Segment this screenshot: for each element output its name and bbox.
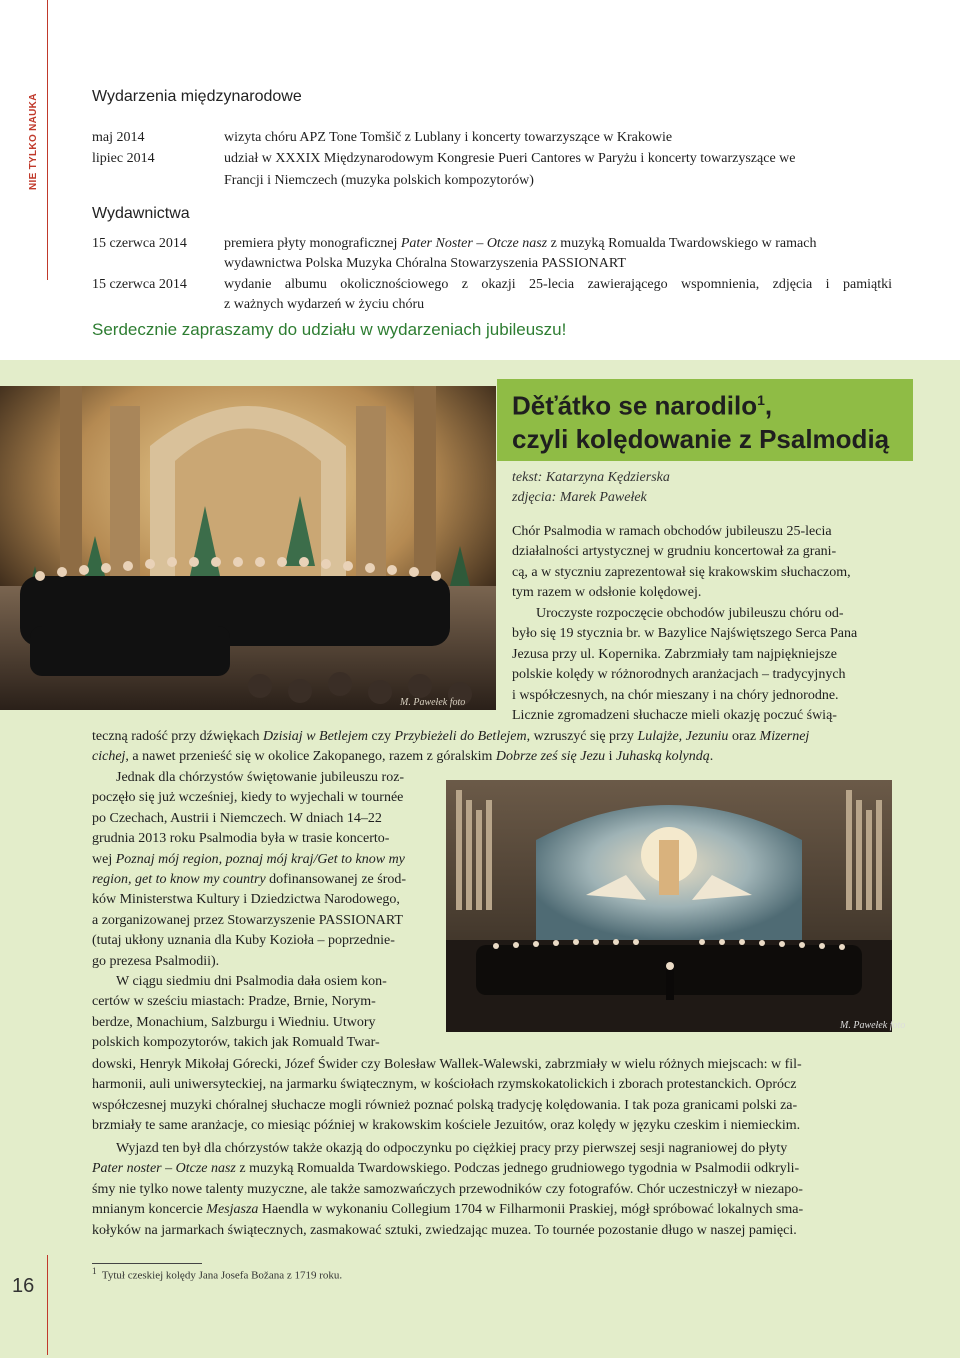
publ-heading: Wydawnictwa bbox=[92, 205, 190, 222]
photo-basilica-choir bbox=[0, 386, 496, 710]
photo-credit: M. Pawełek foto bbox=[840, 1020, 906, 1031]
publ-text: z ważnych wydarzeń w życiu chóru bbox=[224, 297, 425, 312]
event-text: Francji i Niemczech (muzyka polskich kompozytorów) bbox=[224, 173, 534, 188]
intl-heading: Wydarzenia międzynarodowe bbox=[92, 88, 302, 105]
page-number: 16 bbox=[12, 1275, 35, 1297]
footnote-rule bbox=[92, 1263, 202, 1264]
article-paragraph: Chór Psalmodia w ramach obchodów jubileuszu 25-lecia działalności artystycznej w grudniu koncertował za grani- cą, a w styczniu zaprezentował się krakowskim słuchaczom, tym razem w odsłonie kolędowej. bbox=[512, 524, 851, 601]
footnote: $^1$ Tytuł czeskiej kolędy Jana Josefa Božana z 1719 roku. bbox=[92, 1266, 343, 1282]
invitation-line: Serdecznie zapraszamy do udziału w wydarzeniach jubileuszu! bbox=[92, 320, 567, 339]
event-date: lipiec 2014 bbox=[92, 151, 155, 166]
article-title: Děťátko se narodilo$^1$, czyli kolędowanie z Psalmodią bbox=[512, 390, 890, 454]
publ-date: 15 czerwca 2014 bbox=[92, 236, 187, 251]
publ-text: wydawnictwa Polska Muzyka Chóralna Stowarzyszenia PASSIONART bbox=[224, 256, 626, 271]
photo-concert-hall bbox=[446, 780, 892, 1032]
article-paragraph: dowski, Henryk Mikołaj Górecki, Józef Świder czy Bolesław Wallek-Walewski, zabrzmiały w wielu różnych miejscach: w fil- harmonii, auli uniwersyteckiej, na jarmarku świątecznym, w kościołach rzymskokatolickich i zborach protestanckich. Oprócz współczesnej muzyki chóralnej słuchacze mogli również poznać polską tradycję kolędowania. I tak poza granicami polski za- brzmiały te same aranżacje, co miesiąc później w krakowskim kościele Jezuitów, oraz kolędy w języku czeskim i niemieckim. bbox=[92, 1057, 802, 1134]
side-rule bbox=[47, 0, 48, 280]
article-paragraph: W ciągu siedmiu dni Psalmodia dała osiem kon- certów w sześciu miastach: Pradze, Brnie, Norym- berdze, Monachium, Salzburgu i Wiedniu. Utwory polskich kompozytorów, takich jak Romuald Twar- bbox=[92, 974, 387, 1051]
article-paragraph: Uroczyste rozpoczęcie obchodów jubileuszu chóru od- było się 19 stycznia br. w Bazylice Najświętszego Serca Pana Jezusa przy ul. Kopernika. Zabrzmiały tam najpiękniejsze polskie kolędy w różnorodnych aranżacjach – tradycyjnych i współczesnych, na chór mieszany i na chóry jednorodne. Licznie zgromadzeni słuchacze mieli okazję poczuć świą- bbox=[512, 606, 858, 724]
byline-author: tekst: Katarzyna Kędzierska bbox=[512, 470, 670, 485]
publ-text: wydanie albumu okolicznościowego z okazji 25-lecia zawierającego wspomnienia, zdjęcia i pamiątki bbox=[224, 277, 892, 292]
photo-credit: M. Pawełek foto bbox=[400, 697, 466, 708]
publ-text: premiera płyty monograficznej Pater Noster – Otcze nasz z muzyką Romualda Twardowskiego w ramach bbox=[224, 236, 817, 251]
publ-date: 15 czerwca 2014 bbox=[92, 277, 187, 292]
event-text: udział w XXXIX Międzynarodowym Kongresie Pueri Cantores w Paryżu i koncerty towarzyszące we bbox=[224, 151, 796, 166]
article-paragraph: Jednak dla chórzystów świętowanie jubileuszu roz- poczęło się już wcześniej, kiedy to wyjechali w tournée po Czechach, Austrii i Niemczech. W dniach 14–22 grudnia 2013 roku Psalmodia była w trasie koncerto- wej Poznaj mój region, poznaj mój kraj/Get to know my region, get to know my country dofinansowanej ze środ- ków Ministerstwa Kultury i Dziedzictwa Narodowego, a zorganizowanej przez Stowarzyszenie PASSIONART (tutaj ukłony uznania dla Kuby Kozioła – poprzednie- go prezesa Psalmodii). bbox=[92, 770, 407, 969]
article-paragraph: Wyjazd ten był dla chórzystów także okazją do odpoczynku po ciężkiej pracy przy pierwszej sesji nagraniowej do płyty Pater noster – Otcze nasz z muzyką Romualda Twardowskiego. Podczas jednego grudniowego tygodnia w Psalmodii odkryli- śmy nie tylko nowe talenty muzyczne, ale także samozwańczych przewodników czy fotografów. Chór uczestniczył w niezapo- mnianym koncercie Mesjasza Haendla w wykonaniu Collegium 1704 w Filharmonii Praskiej, mógł spróbować lokalnych sma- kołyków na jarmarkach świątecznych, zasmakować sztuki, zwiedzając muzea. To tournée pozostanie długo w naszej pamięci. bbox=[92, 1141, 804, 1238]
event-text: wizyta chóru APZ Tone Tomšič z Lublany i koncerty towarzyszące w Krakowie bbox=[224, 130, 673, 145]
article-paragraph: teczną radość przy dźwiękach Dzisiaj w Betlejem czy Przybieżeli do Betlejem, wzruszyć się przy Lulajże, Jezuniu oraz Mizernej cichej, a nawet przenieść się w okolice Zakopanego, razem z góralskim Dobrze ześ się Jezu i Juhaską kolyndą. bbox=[92, 729, 810, 765]
page-rule bbox=[47, 1255, 48, 1355]
section-side-label: NIE TYLKO NAUKA bbox=[28, 93, 39, 190]
byline-photos: zdjęcia: Marek Pawełek bbox=[512, 490, 647, 505]
event-date: maj 2014 bbox=[92, 130, 145, 145]
